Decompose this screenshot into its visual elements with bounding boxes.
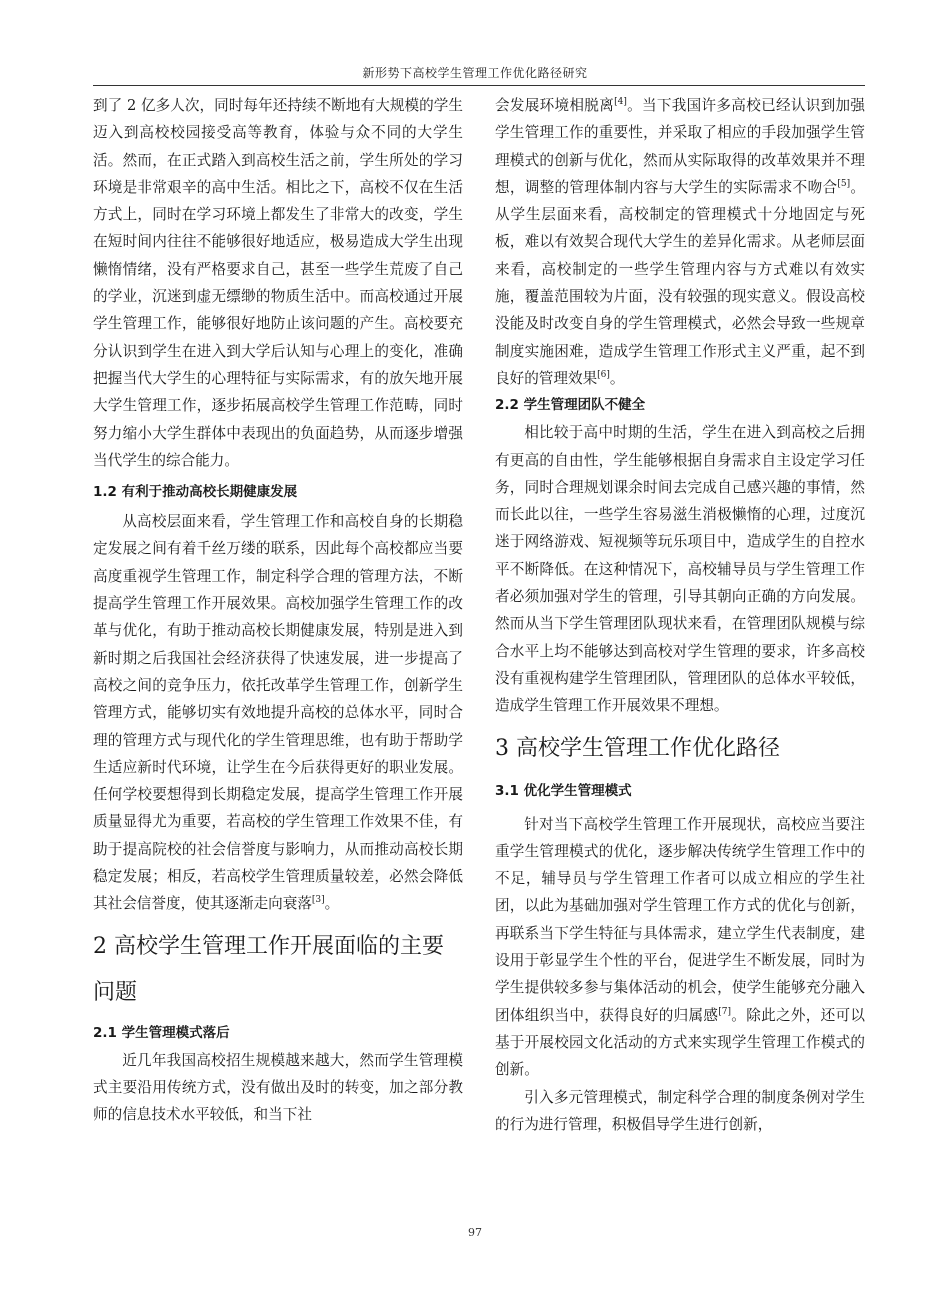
paragraph: 到了 2 亿多人次，同时每年还持续不断地有大规模的学生迈入到高校校园接受高等教育，体验与众不同的大学生活。然而，在正式踏入到高校生活之前，学生所处的学习环境是非常艰辛的高中生活。相比之下，高校不仅在生活方式上，同时在学习环境上都发生了非常大的改变，学生在短时间内往往不能够很好地适应，极易造成大学生出现懒惰情绪，没有严格要求自己，甚至一些学生荒废了自己的学业，沉迷到虚无缥缈的物质生活中。而高校通过开展学生管理工作，能够很好地防止该问题的产生。高校要充分认识到学生在进入到大学后认知与心理上的变化，准确把握当代大学生的心理特征与实际需求，有的放矢地开展大学生管理工作，逐步拓展高校学生管理工作范畴，同时努力缩小大学生群体中表现出的负面趋势，从而逐步增强当代学生的综合能力。 (93, 97, 463, 469)
section-heading-3: 3 高校学生管理工作优化路径 (495, 735, 780, 761)
section-heading-2-2: 2.2 学生管理团队不健全 (495, 397, 646, 414)
paragraph (495, 92, 865, 392)
section-heading-3-1: 3.1 优化学生管理模式 (495, 782, 632, 799)
citation: [7] (718, 1006, 732, 1017)
right-column (495, 92, 865, 1138)
paragraph-text: 会发展环境相脱离 (495, 97, 615, 114)
paragraph: 引入多元管理模式，制定科学合理的制度条例对学生的行为进行管理，积极倡导学生进行创新， (495, 1088, 865, 1133)
section-heading-2: 2 高校学生管理工作开展面临的主要问题 (93, 933, 444, 1005)
section-heading-1-2: 1.2 有利于推动高校长期健康发展 (93, 484, 298, 501)
citation: [6] (597, 370, 610, 381)
paragraph: 相比较于高中时期的生活，学生在进入到高校之后拥有更高的自由性，学生能够根据自身需求自主设定学习任务，同时合理规划课余时间去完成自己感兴趣的事情，然而长此以往，一些学生容易滋生消极懒惰的心理，过度沉迷于网络游戏、短视频等玩乐项目中，造成学生的自控水平不断降低。在这种情况下，高校辅导员与学生管理工作者必须加强对学生的管理，引导其朝向正确的方向发展。然而从当下学生管理团队现状来看，在管理团队规模与综合水平上均不能够达到高校对学生管理的要求，许多高校没有重视构建学生管理团队，管理团队的总体水平较低，造成学生管理工作开展效果不理想。 (495, 424, 865, 715)
citation: [3] (311, 895, 325, 906)
citation: [5] (837, 179, 851, 190)
paragraph (495, 811, 865, 1084)
paragraph (93, 508, 463, 917)
paragraph-text: 。除此之外，还可以基于开展校园文化活动的方式来实现学生管理工作模式的创新。 (495, 1006, 865, 1079)
paragraph: 近几年我国高校招生规模越来越大，然而学生管理模式主要沿用传统方式，没有做出及时的转变，加之部分教师的信息技术水平较低，和当下社 (93, 1051, 463, 1124)
paragraph-text: 从高校层面来看，学生管理工作和高校自身的长期稳定发展之间有着千丝万缕的联系，因此每个高校都应当要高度重视学生管理工作，制定科学合理的管理方法，不断提高学生管理工作开展效果。高校加强学生管理工作的改革与优化，有助于推动高校长期健康发展，特别是进入到新时期之后我国社会经济获得了快速发展，进一步提高了高校之间的竞争压力，依托改革学生管理工作，创新学生管理方式，能够切实有效地提升高校的总体水平，同时合理的管理方式与现代化的学生管理思维，也有助于帮助学生适应新时代环境，让学生在今后获得更好的职业发展。任何学校要想得到长期稳定发展，提高学生管理工作开展质量显得尤为重要，若高校的学生管理工作效果不佳，有助于提高院校的社会信誉度与影响力，从而推动高校长期稳定发展；相反，若高校学生管理质量较差，必然会降低其社会信誉度，使其逐渐走向衰落 (93, 513, 463, 913)
left-column (93, 92, 463, 1129)
section-heading-2-1: 2.1 学生管理模式落后 (93, 1024, 230, 1041)
paragraph-text: 针对当下高校学生管理工作开展现状，高校应当要注重学生管理模式的优化，逐步解决传统学生管理工作中的不足，辅导员与学生管理工作者可以成立相应的学生社团，以此为基础加强对学生管理工作方式的优化与创新，再联系当下学生特征与具体需求，建立学生代表制度，建设用于彰显学生个性的平台，促进学生不断发展，同时为学生提供较多参与集体活动的机会，使学生能够充分融入团体组织当中，获得良好的归属感 (495, 815, 865, 1024)
paragraph-text: 。当下我国许多高校已经认识到加强学生管理工作的重要性，并采取了相应的手段加强学生管理模式的创新与优化，然而从实际取得的改革效果并不理想，调整的管理体制内容与大学生的实际需求不吻合 (495, 97, 865, 196)
running-head: 新形势下高校学生管理工作优化路径研究 (362, 66, 588, 80)
paragraph-end: 。 (324, 895, 340, 913)
citation: [4] (614, 97, 627, 108)
page-number: 97 (468, 1226, 482, 1239)
paragraph-text: 。从学生层面来看，高校制定的管理模式十分地固定与死板，难以有效契合现代大学生的差异化需求。从老师层面来看，高校制定的一些学生管理内容与方式难以有效实施，覆盖范围较为片面，没有较强的现实意义。假设高校没能及时改变自身的学生管理模式，必然会导致一些规章制度实施困难，造成学生管理工作形式主义严重，起不到良好的管理效果 (495, 178, 865, 387)
paragraph-end: 。 (609, 369, 625, 387)
header-rule (93, 85, 865, 86)
